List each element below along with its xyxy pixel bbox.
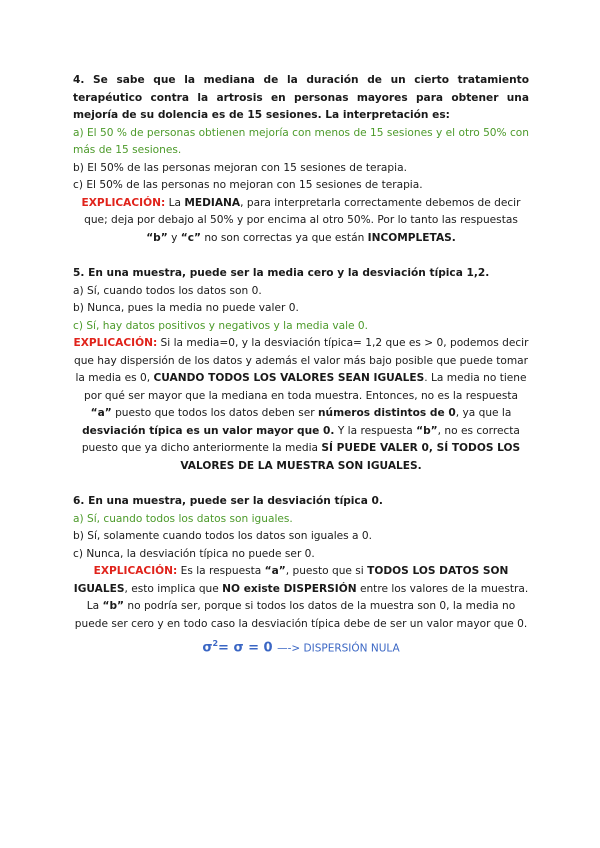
explanation-text: entre los valores de la muestra. La <box>86 582 529 612</box>
formula-dispersion-nula <box>73 635 529 658</box>
explanation-bold: números distintos de 0 <box>318 407 456 419</box>
explanation-text: . La media no tiene por qué ser mayor que la mediana en toda muestra. Entonces, no es la respuesta <box>83 372 527 402</box>
explanation-text: La <box>165 196 185 209</box>
explanation-label: EXPLICACIÓN: <box>93 565 178 577</box>
explanation-bold: desviación típica es un valor mayor que 0. <box>82 424 335 437</box>
formula-result: —-> DISPERSIÓN NULA <box>277 642 400 655</box>
explanation-bold: INCOMPLETAS. <box>367 231 456 244</box>
formula-equation: = σ = 0 <box>218 640 278 656</box>
question-6 <box>73 493 529 658</box>
explanation-bold: “b” <box>416 424 438 437</box>
question-6-title: 6. En una muestra, puede ser la desviación típica 0. <box>73 495 383 507</box>
question-5-title: 5. En una muestra, puede ser la media cero y la desviación típica 1,2. <box>73 267 490 279</box>
explanation-text: , puesto que si <box>285 565 368 577</box>
question-5 <box>73 265 529 475</box>
question-4-option-b: b) El 50% de las personas mejoran con 15 sesiones de terapia. <box>73 161 407 174</box>
explanation-bold: CUANDO TODOS LOS VALORES SEAN IGUALES <box>153 372 425 384</box>
sigma-symbol: σ <box>202 640 213 656</box>
explanation-bold: NO existe DISPERSIÓN <box>222 582 357 595</box>
explanation-text: , para interpretarla correctamente debemos de decir que; deja por debajo al 50% y por encima al otro 50%. Por lo tanto las respuestas <box>84 196 521 226</box>
explanation-text: , esto implica que <box>124 582 223 595</box>
question-5-option-c: c) Sí, hay datos positivos y negativos y la media vale 0. <box>73 319 369 332</box>
question-4-title: 4. Se sabe que la mediana de la duración de un cierto tratamiento terapéutico contra la artrosis en personas mayores para obtener una mejoría de su dolencia es de 15 sesiones. La interpretación es: <box>73 74 529 121</box>
question-4 <box>73 72 529 247</box>
explanation-text: , no es correcta puesto que ya dicho anteriormente la media <box>81 424 520 454</box>
question-5-explanation <box>73 335 529 475</box>
question-4-explanation <box>73 195 529 248</box>
explanation-text: , ya que la <box>455 407 512 419</box>
explanation-bold: TODOS LOS DATOS SON IGUALES <box>73 565 509 595</box>
explanation-text: y <box>167 231 181 244</box>
explanation-bold: SÍ PUEDE VALER 0, SÍ TODOS LOS VALORES DE LA MUESTRA SON IGUALES. <box>180 442 521 472</box>
explanation-bold: “b” <box>102 600 125 612</box>
question-6-option-a: a) Sí, cuando todos los datos son iguales. <box>73 512 293 525</box>
explanation-bold: MEDIANA <box>184 196 241 209</box>
question-4-option-a: a) El 50 % de personas obtienen mejoría con menos de 15 sesiones y el otro 50% con más de 15 sesiones. <box>73 126 530 156</box>
explanation-text: Y la respuesta <box>334 424 417 437</box>
explanation-text: puesto que todos los datos deben ser <box>111 407 318 419</box>
question-5-option-a: a) Sí, cuando todos los datos son 0. <box>73 284 262 297</box>
question-6-option-b: b) Sí, solamente cuando todos los datos son iguales a 0. <box>73 530 373 542</box>
explanation-bold: “c” <box>180 231 201 244</box>
question-6-explanation <box>73 563 529 633</box>
question-6-option-c: c) Nunca, la desviación típica no puede ser 0. <box>73 547 315 560</box>
explanation-bold: “a” <box>264 565 286 577</box>
question-4-option-c: c) El 50% de las personas no mejoran con 15 sesiones de terapia. <box>73 179 423 191</box>
explanation-bold: “b” <box>146 231 168 244</box>
explanation-label: EXPLICACIÓN: <box>81 196 166 209</box>
explanation-label: EXPLICACIÓN: <box>73 337 158 349</box>
question-5-option-b: b) Nunca, pues la media no puede valer 0. <box>73 302 299 314</box>
explanation-bold: “a” <box>90 407 112 419</box>
document-page <box>73 72 529 676</box>
explanation-text: no podría ser, porque si todos los datos de la muestra son 0, la media no puede ser cero y en todo caso la desviación típica debe de ser un valor mayor que 0. <box>74 600 528 630</box>
explanation-text: Es la respuesta <box>177 565 265 577</box>
explanation-text: Si la media=0, y la desviación típica= 1,2 que es > 0, podemos decir que hay dispersión de los datos y además el valor más bajo posible que puede tomar la media es 0, <box>73 337 529 384</box>
superscript: 2 <box>212 639 219 648</box>
explanation-text: no son correctas ya que están <box>200 231 368 244</box>
